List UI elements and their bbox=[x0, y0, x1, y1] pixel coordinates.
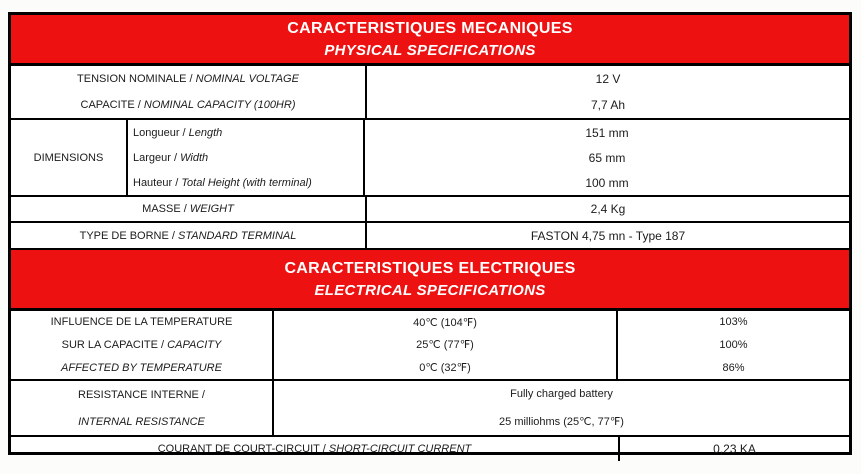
short-circuit-label-en: SHORT-CIRCUIT CURRENT bbox=[328, 443, 472, 455]
internal-resistance-value: 25 milliohms (25℃, 77℉) bbox=[499, 415, 624, 428]
length-label bbox=[128, 127, 363, 139]
nominal-capacity-label-en: NOMINAL CAPACITY (100HR) bbox=[143, 99, 296, 111]
mechanical-header-title-en: PHYSICAL SPECIFICATIONS bbox=[324, 41, 536, 59]
height-label bbox=[128, 177, 363, 189]
temperature-influence-block bbox=[11, 311, 849, 379]
height-label-fr: Hauteur / bbox=[133, 176, 182, 189]
voltage-capacity-labels bbox=[11, 66, 367, 118]
weight-label-en: WEIGHT bbox=[189, 203, 234, 215]
battery-spec-sheet bbox=[8, 12, 852, 455]
length-value: 151 mm bbox=[585, 125, 629, 140]
terminal-label-cell bbox=[11, 223, 367, 248]
temp-influence-label-line1 bbox=[11, 316, 272, 328]
internal-resistance-labels bbox=[11, 381, 274, 435]
weight-row bbox=[11, 195, 849, 221]
electrical-header-title-fr: CARACTERISTIQUES ELECTRIQUES bbox=[284, 259, 576, 277]
mechanical-header-title-fr: CARACTERISTIQUES MECANIQUES bbox=[287, 19, 573, 37]
temp-influence-line1-fr: INFLUENCE DE LA TEMPERATURE bbox=[50, 316, 233, 329]
short-circuit-value-cell bbox=[620, 437, 849, 461]
short-circuit-value: 0,23 KA bbox=[713, 442, 756, 456]
internal-resistance-label-en: INTERNAL RESISTANCE bbox=[78, 415, 205, 428]
short-circuit-row bbox=[11, 435, 849, 461]
voltage-capacity-block bbox=[11, 66, 849, 118]
capacity-percent-40c: 103% bbox=[719, 316, 748, 329]
dimensions-block bbox=[11, 118, 849, 195]
internal-resistance-values bbox=[274, 381, 849, 435]
height-value: 100 mm bbox=[585, 175, 629, 190]
terminal-value: FASTON 4,75 mn - Type 187 bbox=[530, 228, 686, 243]
internal-resistance-condition: Fully charged battery bbox=[510, 388, 613, 401]
temp-condition-40c: 40℃ (104℉) bbox=[413, 316, 477, 329]
weight-label-fr: MASSE / bbox=[142, 203, 190, 215]
weight-label-cell bbox=[11, 197, 367, 221]
temp-influence-label-line2 bbox=[11, 339, 272, 351]
width-label bbox=[128, 152, 363, 164]
temp-condition-0c: 0℃ (32℉) bbox=[419, 362, 471, 375]
voltage-capacity-values bbox=[367, 66, 849, 118]
dimensions-group-label: DIMENSIONS bbox=[33, 151, 104, 164]
weight-label bbox=[11, 203, 365, 215]
internal-resistance-label-fr: RESISTANCE INTERNE / bbox=[78, 388, 205, 401]
nominal-voltage-label bbox=[11, 73, 365, 85]
weight-value-cell bbox=[367, 197, 849, 221]
nominal-voltage-value: 12 V bbox=[595, 72, 621, 86]
internal-resistance-block bbox=[11, 379, 849, 435]
dimensions-group-label-cell bbox=[11, 120, 128, 195]
width-value: 65 mm bbox=[588, 150, 626, 165]
temperature-conditions bbox=[274, 311, 618, 379]
temp-influence-line2-fr: SUR LA CAPACITE / bbox=[61, 338, 168, 351]
height-label-en: Total Height (with terminal) bbox=[181, 176, 312, 189]
dimensions-sublabels bbox=[128, 120, 365, 195]
temp-influence-line2-en: CAPACITY bbox=[167, 338, 222, 351]
temperature-influence-labels bbox=[11, 311, 274, 379]
capacity-percent-25c: 100% bbox=[719, 338, 748, 351]
short-circuit-label-cell bbox=[11, 437, 620, 461]
length-label-fr: Longueur / bbox=[133, 126, 189, 139]
nominal-capacity-label bbox=[11, 99, 365, 111]
nominal-capacity-label-fr: CAPACITE / bbox=[80, 99, 144, 111]
terminal-label-en: STANDARD TERMINAL bbox=[178, 229, 297, 242]
temp-influence-line3-en: AFFECTED BY TEMPERATURE bbox=[61, 361, 222, 374]
terminal-label-fr: TYPE DE BORNE / bbox=[79, 229, 179, 242]
temp-influence-label-line3 bbox=[11, 362, 272, 374]
capacity-percent-0c: 86% bbox=[722, 361, 745, 374]
weight-value: 2,4 Kg bbox=[590, 202, 626, 216]
temperature-capacity-percentages bbox=[618, 311, 849, 379]
mechanical-section-header bbox=[11, 15, 849, 66]
electrical-section-header bbox=[11, 248, 849, 311]
nominal-capacity-value: 7,7 Ah bbox=[590, 98, 626, 112]
length-label-en: Length bbox=[188, 126, 223, 139]
electrical-header-title-en: ELECTRICAL SPECIFICATIONS bbox=[314, 281, 546, 299]
width-label-fr: Largeur / bbox=[133, 151, 181, 164]
dimensions-values bbox=[365, 120, 849, 195]
terminal-row bbox=[11, 221, 849, 248]
short-circuit-label bbox=[11, 443, 618, 455]
nominal-voltage-label-fr: TENSION NOMINALE / bbox=[77, 73, 196, 85]
width-label-en: Width bbox=[180, 151, 209, 164]
temp-condition-25c: 25℃ (77℉) bbox=[416, 339, 474, 352]
terminal-label bbox=[11, 230, 365, 242]
terminal-value-cell bbox=[367, 223, 849, 248]
nominal-voltage-label-en: NOMINAL VOLTAGE bbox=[195, 73, 299, 85]
short-circuit-label-fr: COURANT DE COURT-CIRCUIT / bbox=[157, 443, 329, 455]
